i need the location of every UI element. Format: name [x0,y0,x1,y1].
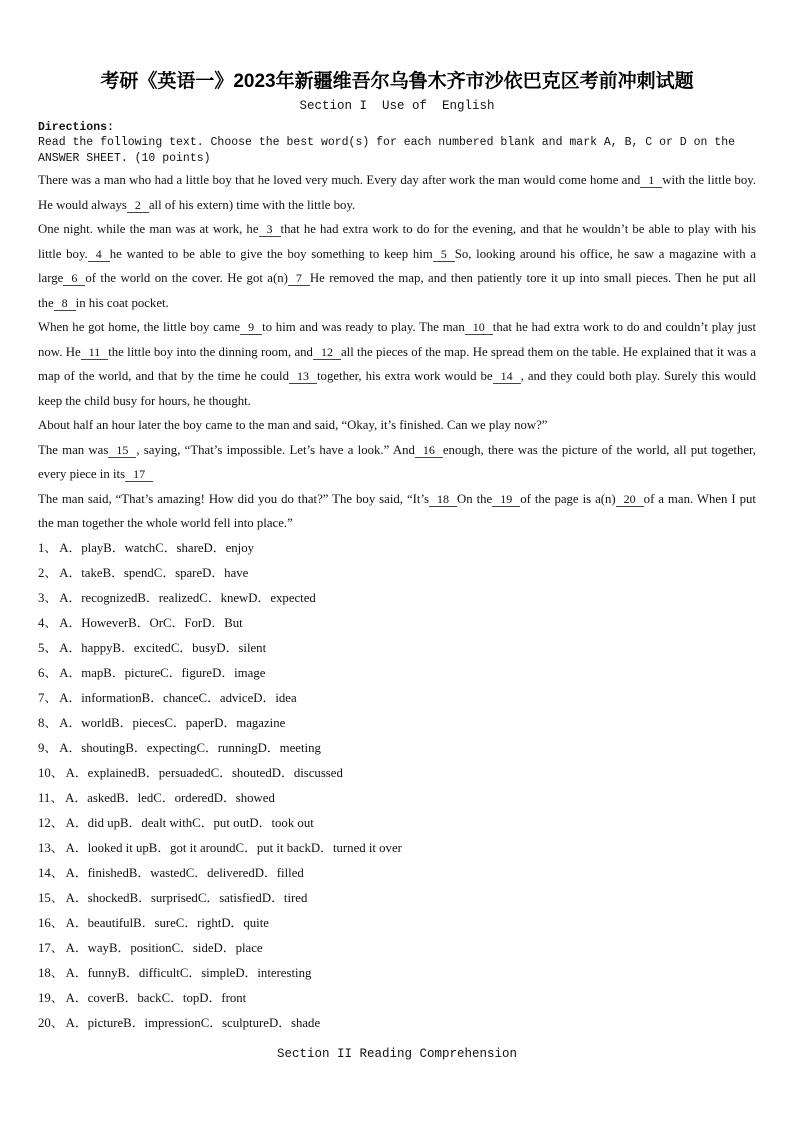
section1-heading: Section I Use of English [299,99,495,113]
cloze-blank: 18 [429,492,457,507]
option-label: B． [111,715,133,730]
question-row [38,586,756,611]
cloze-blank: 2 [127,198,149,213]
option-label: A． [65,891,88,906]
cloze-blank: 6 [63,271,85,286]
option-text: share [176,540,204,555]
option-label: B． [128,615,150,630]
option-text: explained [87,765,138,780]
question-list [38,536,756,1037]
cloze-blank: 14 [493,369,521,384]
option-text: busy [192,640,217,655]
option-label: C． [192,816,214,831]
option-label: C． [185,866,208,881]
exam-title: 考研《英语一》2023年新疆维吾尔乌鲁木齐市沙依巴克区考前冲刺试题 [100,71,694,92]
option-label: B． [137,590,159,605]
option-text: image [234,665,266,680]
cloze-blank: 19 [492,492,520,507]
option-label: C． [196,740,218,755]
option-label: B． [103,540,125,555]
question-row [38,911,756,936]
question-row [38,711,756,736]
option-text: persuaded [158,765,211,780]
question-row [38,1011,756,1036]
option-label: C． [200,1016,223,1031]
option-text: sure [154,916,176,931]
option-text: magazine [236,715,286,730]
passage-paragraph: The man said, “That’s amazing! How did you do that?” The boy said, “It’s 18 On the 19 of the page is a(n) 20 of a man. When I put the man together the whole world fell into place.” [38,491,756,530]
option-label: A． [65,1016,88,1031]
option-text: quite [243,916,269,931]
option-label: D． [221,916,244,931]
cloze-blank: 15 [108,443,136,458]
passage-paragraph: One night. while the man was at work, he 3 that he had extra work to do for the evening, and that he wouldn’t be able to play with his little boy. 4 he wanted to be able to give the boy something to keep him 5 So, looking around his office, he saw a magazine with a large 6 of the world on the cover. He got a(n) 7 He removed the map, and then patiently tore it up into small pieces. Then he put all the 8 in his coat pocket. [38,222,757,310]
question-number: 14、 [38,866,64,881]
option-text: difficult [138,966,180,981]
option-label: D． [253,690,276,705]
option-label: C． [199,590,221,605]
option-text: spend [123,565,154,580]
cloze-blank: 5 [433,247,455,262]
option-label: A． [65,866,88,881]
option-text: silent [238,640,267,655]
option-text: shade [291,1016,321,1031]
question-number: 1、 [38,540,58,555]
option-text: Or [149,615,164,630]
cloze-blank: 16 [415,443,443,458]
option-label: D． [202,565,225,580]
option-label: D． [212,665,235,680]
option-label: C． [170,640,193,655]
question-number: 6、 [38,665,58,680]
cloze-blank: 3 [259,222,281,237]
question-row [38,986,756,1011]
option-text: did up [87,816,120,831]
option-text: funny [87,966,118,981]
option-label: C． [198,690,220,705]
question-row [38,836,756,861]
option-text: front [221,991,247,1006]
option-text: sculpture [222,1016,269,1031]
option-label: A． [59,640,82,655]
cloze-blank: 1 [640,173,662,188]
option-text: realized [158,590,200,605]
option-text: advice [219,690,254,705]
option-text: expecting [146,740,197,755]
option-text: position [130,941,172,956]
option-text: discussed [293,765,343,780]
option-label: D． [268,1016,291,1031]
option-label: B． [125,740,147,755]
option-label: C． [171,941,193,956]
option-label: B． [123,1016,145,1031]
option-text: beautiful [87,916,134,931]
cloze-blank: 11 [81,345,109,360]
option-text: For [184,615,203,630]
option-text: surprised [150,891,198,906]
cloze-blank: 9 [240,320,262,335]
question-number: 18、 [38,966,64,981]
option-label: C． [197,891,220,906]
option-text: enjoy [225,540,255,555]
option-text: side [192,941,214,956]
option-text: simple [201,966,236,981]
question-row [38,661,756,686]
option-label: D． [254,866,277,881]
question-row [38,736,756,761]
option-label: A． [59,615,82,630]
option-text: watch [124,540,156,555]
cloze-blank: 7 [288,271,310,286]
option-text: put it back [256,841,311,856]
option-label: C． [163,615,185,630]
option-label: D． [271,765,294,780]
option-text: showed [235,790,275,805]
option-text: map [81,665,104,680]
option-text: led [137,790,154,805]
question-number: 4、 [38,615,58,630]
option-label: D． [203,540,226,555]
option-text: impression [144,1016,201,1031]
question-row [38,786,756,811]
option-text: shouting [81,740,126,755]
option-text: turned it over [332,841,402,856]
question-number: 12、 [38,816,64,831]
option-text: spare [175,565,203,580]
option-label: C． [153,565,176,580]
option-text: picture [124,665,161,680]
passage-paragraph: When he got home, the little boy came 9 to him and was ready to play. The man 10 that he had extra work to do and couldn’t play just now. He 11 the little boy into the dinning room, and 12 all the pieces of the map. He spread them on the table. He explained that it was a map of the world, and that by the time he could 13 together, his extra work would be 14 , and they could both play. Surely this would keep the child busy for hours, he thought. [38,320,757,408]
option-text: happy [81,640,113,655]
option-text: top [182,991,200,1006]
option-label: C． [235,841,257,856]
option-text: picture [87,1016,124,1031]
option-label: B． [120,816,142,831]
option-text: information [81,690,142,705]
passage-paragraph: The man was 15 , saying, “That’s impossible. Let’s have a look.” And 16 enough, there was the picture of the world, all put together, every piece in its 17 [38,442,757,481]
option-text: interesting [257,966,312,981]
passage-paragraph: About half an hour later the boy came to the man and said, “Okay, it’s finished. Can we play now?” [38,418,548,432]
question-row [38,561,756,586]
cloze-blank: 12 [313,345,341,360]
directions-label: Directions: [38,121,114,134]
option-text: figure [181,665,213,680]
question-row [38,811,756,836]
option-label: B． [137,765,159,780]
option-label: A． [65,991,88,1006]
question-row [38,886,756,911]
option-label: C． [155,540,177,555]
question-number: 8、 [38,715,58,730]
option-label: D． [199,991,222,1006]
option-label: D． [214,715,237,730]
option-label: A． [59,540,82,555]
option-text: right [197,916,222,931]
option-label: C． [153,790,175,805]
option-label: D． [216,640,239,655]
option-label: A． [65,966,88,981]
option-text: world [81,715,112,730]
question-number: 16、 [38,916,64,931]
option-text: expected [270,590,316,605]
option-label: D． [235,966,258,981]
option-label: A． [65,790,88,805]
option-text: asked [87,790,117,805]
question-row [38,636,756,661]
option-label: D． [213,941,236,956]
option-label: D． [261,891,284,906]
option-label: D． [202,615,225,630]
option-label: A． [65,765,88,780]
option-text: put out [213,816,250,831]
option-text: cover [87,991,117,1006]
option-label: B． [117,966,139,981]
option-text: However [81,615,129,630]
option-label: B． [141,690,164,705]
directions-text-line1: Read the following text. Choose the best word(s) for each numbered blank and mark A, B, C or D on the [38,136,736,149]
option-label: C． [210,765,232,780]
option-label: D． [248,590,271,605]
question-number: 10、 [38,765,64,780]
option-label: D． [249,816,272,831]
option-text: knew [220,590,249,605]
option-label: C． [161,991,183,1006]
option-text: finished [87,866,129,881]
question-number: 11、 [38,790,64,805]
question-number: 5、 [38,640,58,655]
option-text: excited [133,640,171,655]
question-row [38,761,756,786]
option-text: running [217,740,258,755]
option-label: B． [112,640,134,655]
option-label: C． [179,966,202,981]
question-number: 20、 [38,1016,64,1031]
question-row [38,961,756,986]
option-label: A． [59,690,82,705]
option-label: B． [148,841,171,856]
option-text: filled [276,866,304,881]
option-label: A． [59,665,82,680]
option-label: A． [59,740,82,755]
cloze-blank: 13 [289,369,317,384]
option-text: back [137,991,162,1006]
question-row [38,536,756,561]
option-label: D． [213,790,236,805]
passage-paragraph: There was a man who had a little boy that he loved very much. Every day after work the man would come home and 1 with the little boy. He would always 2 all of his extern) time with the little boy. [38,173,756,212]
option-label: D． [310,841,333,856]
option-label: B． [116,991,138,1006]
option-text: pieces [132,715,165,730]
option-text: recognized [81,590,138,605]
option-label: B． [116,790,138,805]
question-number: 7、 [38,690,58,705]
option-text: shocked [87,891,130,906]
section2-heading: Section II Reading Comprehension [276,1047,518,1062]
option-text: satisfied [219,891,262,906]
cloze-passage [38,168,756,536]
option-label: C． [164,715,186,730]
cloze-blank: 10 [465,320,493,335]
question-number: 19、 [38,991,64,1006]
option-label: C． [160,665,182,680]
option-label: B． [133,916,155,931]
option-label: A． [59,565,82,580]
option-label: B． [102,565,124,580]
question-row [38,936,756,961]
option-text: shouted [231,765,272,780]
option-text: paper [185,715,215,730]
option-text: ordered [174,790,214,805]
option-text: looked it up [87,841,149,856]
option-text: dealt with [141,816,193,831]
question-row [38,611,756,636]
option-text: chance [163,690,199,705]
option-text: got it around [170,841,236,856]
option-label: A． [65,841,88,856]
option-label: B． [108,941,131,956]
question-row [38,686,756,711]
option-text: wasted [150,866,186,881]
question-number: 13、 [38,841,64,856]
cloze-blank: 20 [616,492,644,507]
question-number: 15、 [38,891,64,906]
option-label: B． [103,665,125,680]
option-label: B． [128,866,151,881]
question-number: 2、 [38,565,58,580]
option-text: idea [275,690,297,705]
option-label: A． [65,941,88,956]
option-text: tired [283,891,308,906]
option-label: D． [257,740,280,755]
cloze-blank: 4 [88,247,110,262]
option-label: C． [175,916,198,931]
directions-text-line2: ANSWER SHEET. (10 points) [38,151,211,165]
option-text: take [81,565,103,580]
question-number: 17、 [38,941,64,956]
option-text: But [224,615,243,630]
option-text: have [224,565,249,580]
option-label: A． [65,816,88,831]
option-text: delivered [207,866,255,881]
cloze-blank: 8 [54,296,76,311]
option-text: took out [271,816,314,831]
option-label: A． [59,715,82,730]
option-text: play [81,540,104,555]
cloze-blank: 17 [125,467,153,482]
question-row [38,861,756,886]
question-number: 9、 [38,740,58,755]
option-label: B． [129,891,151,906]
option-label: A． [65,916,88,931]
option-text: way [87,941,109,956]
option-label: A． [59,590,82,605]
option-text: meeting [279,740,321,755]
option-text: place [235,941,263,956]
question-number: 3、 [38,590,58,605]
